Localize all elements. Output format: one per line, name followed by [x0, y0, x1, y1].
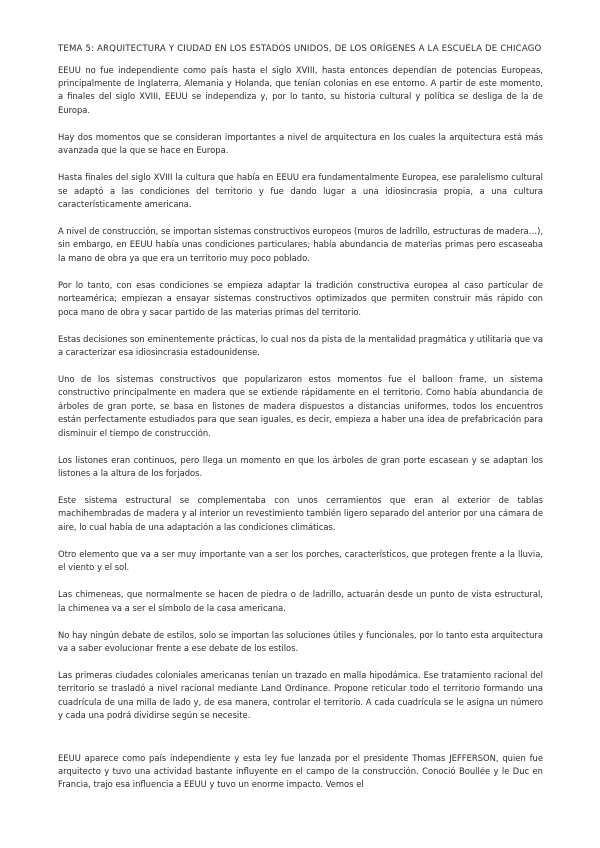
paragraph: Por lo tanto, con esas condiciones se empieza adaptar la tradición constructiva europea al caso particular de norteamérica; empiezan a ensayar sistemas constructivos optimizados que permiten construir más rápido con poca mano de obra y sacar partido de las materias primas del territorio. [58, 279, 543, 317]
paragraph: Estas decisiones son eminentemente prácticas, lo cual nos da pista de la mentalidad pragmática y utilitaria que va a caracterizar esa idiosincrasia estadounidense. [58, 333, 543, 357]
paragraph: A nivel de construcción, se importan sistemas constructivos europeos (muros de ladrillo, estructuras de madera…), sin embargo, en EEUU había unas condiciones particulares; había abundancia de materias primas pero escaseaba la mano de obra ya que era un territorio muy poco poblado. [58, 225, 543, 263]
paragraph: Uno de los sistemas constructivos que popularizaron estos momentos fue el balloon frame, un sistema constructivo principalmente en madera que se extiende rápidamente en el territorio. Como había abundancia de árboles de gran porte, se basa en listones de madera dispuestos a distancias uniformes, todos los encuentros están perfectamente estudiados para que sean iguales, es decir, empieza a haber una idea de prefabricación para disminuir el tiempo de construcción. [58, 373, 543, 438]
paragraph: Este sistema estructural se complementaba con unos cerramientos que eran al exterior de tablas machihembradas de madera y al interior un revestimiento también ligero separado del anterior por una cámara de aire, lo cual había de una adaptación a las condiciones climáticas. [58, 495, 543, 532]
paragraph: No hay ningún debate de estilos, solo se importan las soluciones útiles y funcionales, por lo tanto esta arquitectura va a saber evolucionar frente a ese debate de los estilos. [58, 629, 543, 654]
paragraph: Las primeras ciudades coloniales americanas tenían un trazado en malla hipodámica. Ese tratamiento racional del territorio se trasladó a nivel racional mediante Land Ordinance. Propone reticular todo el territorio formando una cuadrícula de una milla de lado y, de esa manera, controlar el territorio. A cada cuadrícula se le asigna un número y cada una podrá dividirse según se necesite. [58, 670, 543, 721]
paragraph: EEUU aparece como país independiente y esta ley fue lanzada por el presidente Thomas JEFFERSON, quien fue arquitecto y tuvo una actividad bastante influyente en el campo de la construcción. Conoció Boullée y le Duc en Francia, trajo esa influencia a EEUU y tuvo un enorme impacto. Vemos el [58, 752, 543, 790]
paragraph: Los listones eran continuos, pero llega un momento en que los árboles de gran porte escasean y se adaptan los listones a la altura de los forjados. [58, 454, 543, 478]
paragraph: Hay dos momentos que se consideran importantes a nivel de arquitectura en los cuales la arquitectura está más avanzada que la que se hace en Europa. [58, 131, 543, 156]
paragraph: Las chimeneas, que normalmente se hacen de piedra o de ladrillo, actuarán desde un punto de vista estructural, la chimenea va a ser el símbolo de la casa americana. [58, 589, 543, 613]
paragraph: Otro elemento que va a ser muy importante van a ser los porches, característicos, que protegen frente a la lluvia, el viento y el sol. [58, 548, 543, 573]
paragraph: Hasta finales del siglo XVIII la cultura que había en EEUU era fundamentalmente Europea, ese paralelismo cultural se adaptó a las condiciones del territorio y fue dando lugar a una idiosincrasia propia, a una cultura característicamente americana. [58, 172, 543, 209]
document-title: TEMA 5: ARQUITECTURA Y CIUDAD EN LOS ESTADOS UNIDOS, DE LOS ORÍGENES A LA ESCUELA DE CHICAGO [58, 44, 542, 54]
paragraph: EEUU no fue independiente como país hasta el siglo XVIII, hasta entonces dependían de potencias Europeas, principalmente de Inglaterra, Alemania y Holanda, que tenían colonias en ese entorno. A partir de este momento, a finales del siglo XVIII, EEUU se independiza y, por lo tanto, su historia cultural y política se desliga de la de Europa. [58, 64, 543, 115]
